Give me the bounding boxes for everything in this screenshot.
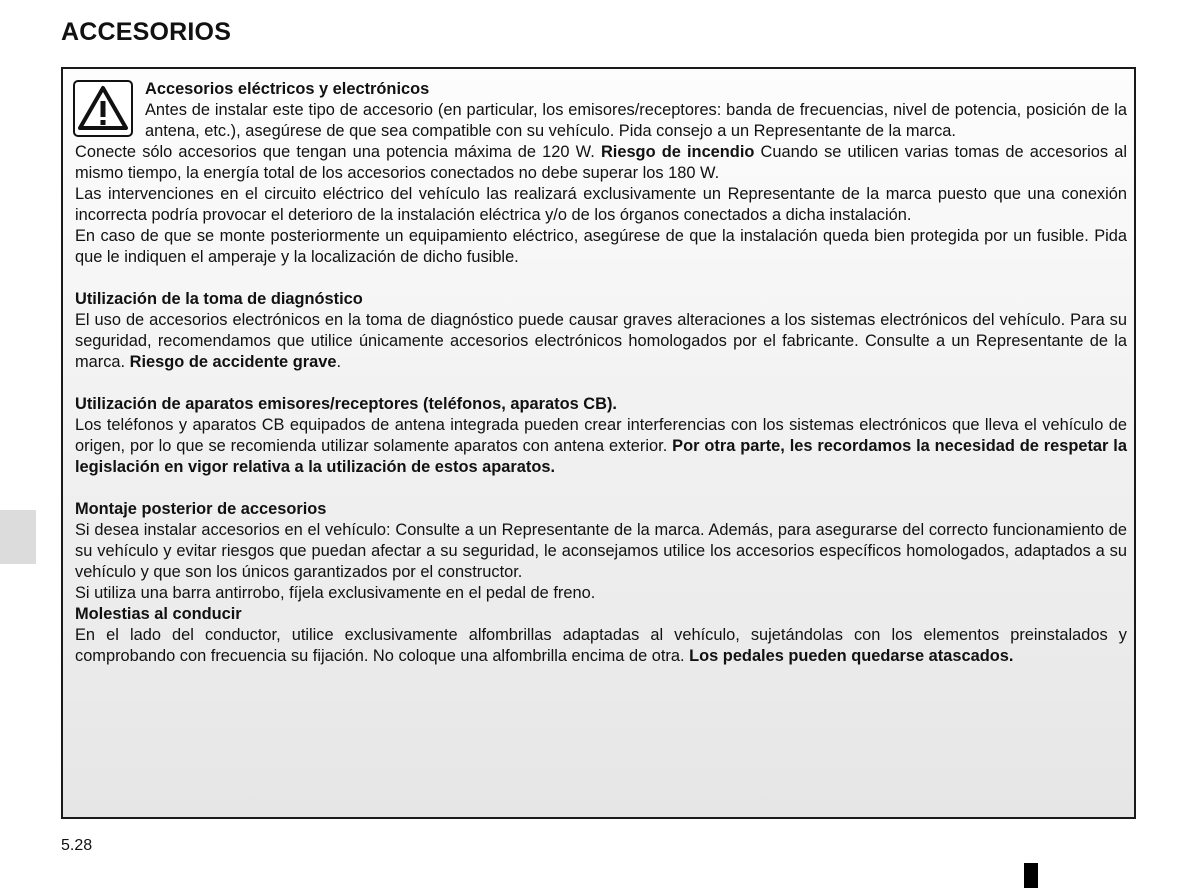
paragraph-interventions: Las intervenciones en el circuito eléctrico del vehículo las realizará exclusivamente un Representante de la marca puesto que una conexión incorrecta podría provocar el deterioro de la instalación eléctrica y/o de los órganos conectados a dicha instalación. — [75, 185, 1127, 224]
paragraph-transmitters — [75, 415, 1127, 478]
text-total-energy: Cuando se utilicen varias tomas de accesorios al mismo tiempo, la energía total de los accesorios conectados no debe superar los 180 W. — [75, 143, 1127, 182]
text-pedals-warning: Los pedales pueden quedarse atascados. — [689, 647, 1014, 665]
text-period: . — [336, 353, 342, 371]
paragraph-driving — [75, 625, 1127, 667]
paragraph-compatibility: Antes de instalar este tipo de accesorio (en particular, los emisores/receptores: banda de frecuencias, nivel de potencia, posición de la antena, etc.), asegúrese de que sea compatible con su vehículo. Pida consejo a un Representante de la marca. — [145, 101, 1127, 140]
paragraph-fuse: En caso de que se monte posteriormente un equipamiento eléctrico, asegúrese de que la instalación queda bien protegida por un fusible. Pida que le indiquen el amperaje y la localización de dicho fusible. — [75, 227, 1127, 266]
paragraph-power — [75, 142, 1127, 184]
text-power-limit: Conecte sólo accesorios que tengan una potencia máxima de 120 W. — [75, 143, 595, 161]
warning-content — [75, 79, 1127, 667]
text-fire-risk: Riesgo de incendio — [600, 143, 755, 161]
text-diagnostic: El uso de accesorios electrónicos en la toma de diagnóstico puede causar graves alteraciones a los sistemas electrónicos del vehículo. Para su seguridad, recomendamos que utilice únicamente accesorios electrónicos homologados por el fabricante. Consulte a un Representante de la marca. — [75, 311, 1127, 371]
text-accident-risk: Riesgo de accidente grave — [129, 353, 337, 371]
text-floor-mats: En el lado del conductor, utilice exclusivamente alfombrillas adaptadas al vehículo, sujetándolas con los elementos preinstalados y comprobando con frecuencia su fijación. No coloque una alfombrilla encima de otra. — [75, 626, 1127, 665]
section-heading-mounting: Montaje posterior de accesorios — [75, 500, 327, 518]
paragraph-diagnostic — [75, 310, 1127, 373]
section-heading-transmitters: Utilización de aparatos emisores/receptores (teléfonos, aparatos CB). — [75, 395, 617, 413]
section-heading-driving: Molestias al conducir — [75, 605, 242, 623]
text-legislation: Por otra parte, les recordamos la necesidad de respetar la legislación en vigor relativa a la utilización de estos aparatos. — [75, 437, 1127, 476]
text-transmitters: Los teléfonos y aparatos CB equipados de antena integrada pueden crear interferencias con los sistemas electrónicos que lleva el vehículo de origen, por lo que se recomienda utilizar solamente aparatos con antena exterior. — [75, 416, 1127, 455]
page-title: ACCESORIOS — [61, 18, 232, 46]
section-heading-electrical: Accesorios eléctricos y electrónicos — [145, 80, 430, 98]
paragraph-mounting: Si desea instalar accesorios en el vehículo: Consulte a un Representante de la marca. Además, para asegurarse del correcto funcionamiento de su vehículo y evitar riesgos que puedan afectar a su seguridad, le aconsejamos utilice los accesorios específicos homologados, adaptados a su vehículo y que son los únicos garantizados por el constructor. — [75, 521, 1127, 581]
corner-mark — [1024, 863, 1038, 888]
page-number: 5.28 — [61, 837, 93, 854]
section-heading-diagnostic: Utilización de la toma de diagnóstico — [75, 290, 363, 308]
paragraph-antitheft: Si utiliza una barra antirrobo, fíjela exclusivamente en el pedal de freno. — [75, 584, 596, 602]
chapter-tab — [0, 510, 36, 564]
warning-box — [61, 67, 1136, 819]
